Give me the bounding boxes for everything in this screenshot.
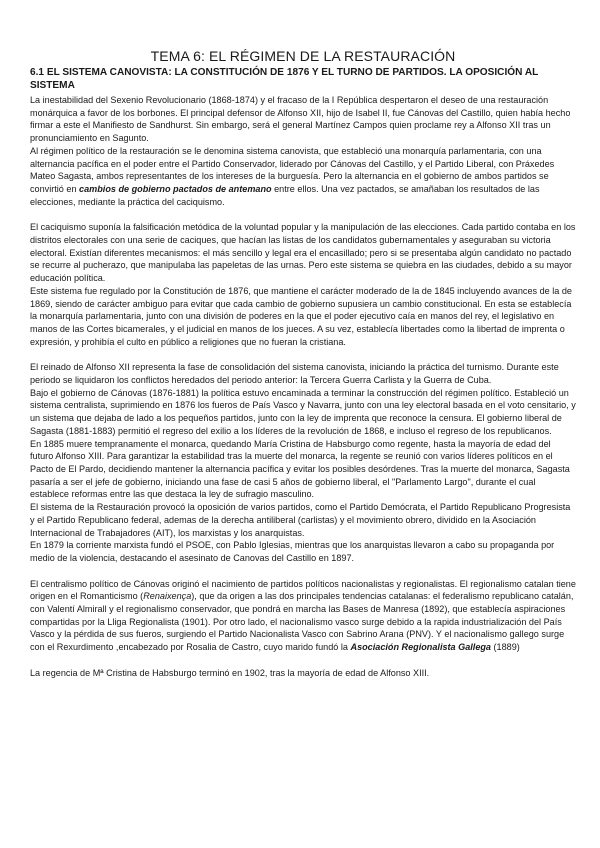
paragraph-regencia: En 1885 muere tempranamente el monarca, quedando María Cristina de Habsburgo como regente, hasta la mayoría de edad del futuro Alfonso XIII. Para garantizar la estabilidad tras la muerte del monarca, la regente se reunió con varios líderes políticos en el Pacto de El Pardo, decidiendo mantener la alternancia pacífica y evitar los posibles desórdenes. Tras la muerte del monarca, Sagasta pasaría a ser el jefe de gobierno, iniciando una fase de casi 5 años de gobierno liberal, el "Parlamento Largo", durante el cual establece reformas entre las que destaca la ley de sufragio masculino. [30, 438, 570, 500]
section-heading: 6.1 EL SISTEMA CANOVISTA: LA CONSTITUCIÓN DE 1876 Y EL TURNO DE PARTIDOS. LA OPOSICIÓN AL SISTEMA [30, 67, 539, 91]
paragraph-nacionalismos [30, 578, 576, 654]
paragraph-canovista [30, 145, 576, 209]
paragraph-canovas-gobierno: Bajo el gobierno de Cánovas (1876-1881) la política estuvo encaminada a terminar la construcción del régimen político. Estableció un sistema centralista, suprimiendo en 1876 los fueros de País Vasco y Navarra, junto con una ley electoral basada en el voto censitario, y un sistema que dejaba de lado a los pequeños partidos, junto con la ley de imprenta que reconoce la censura. El gobierno liberal de Sagasta (1881-1883) permitió el regreso del exilio a los líderes de la revolución de 1868, e incluso el regreso de los republicanos. [30, 387, 576, 436]
paragraph-text: (1889) [493, 642, 520, 653]
emphasis-text: cambios de gobierno pactados de antemano [79, 183, 272, 194]
page-title: TEMA 6: EL RÉGIMEN DE LA RESTAURACIÓN [150, 48, 456, 64]
paragraph-psoe: En 1879 la corriente marxista fundó el PSOE, con Pablo Iglesias, mientras que los anarquistas llevaron a cabo su propaganda por medio de la violencia, destacando el asesinato de Canovas del Castillo en 1897. [30, 540, 555, 563]
paragraph-fin-regencia: La regencia de Mª Cristina de Habsburgo terminó en 1902, tras la mayoría de edad de Alfonso XIII. [30, 667, 430, 678]
paragraph-caciquismo: El caciquismo suponía la falsificación metódica de la voluntad popular y la manipulación de las elecciones. Cada partido contaba en los distritos electorales con una serie de caciques, que hacían las listas de los candidatos gubernamentales y aseguraban su victoria electoral. Existían diferentes mecanismos: el más sencillo y legal era el encasillado; pero si se presentaba algún candidato no pactado se recurre al pucherazo, que manipulaba las papeletas de las urnas. Pero este sistema se quiebra en las ciudades, debido a su mayor educación política. [30, 222, 576, 284]
paragraph-alfonso-xii: El reinado de Alfonso XII representa la fase de consolidación del sistema canovista, iniciando la práctica del turnismo. Durante este periodo se liquidaron los conflictos heredados del periodo anterior: la Tercera Guerra Carlista y la Guerra de Cuba. [30, 362, 559, 386]
paragraph-text: entre ellos. Una vez pactados, se amañaban los resultados de las elecciones, mediante la práctica del caciquismo. [30, 183, 540, 207]
paragraph-constitucion: Este sistema fue regulado por la Constitución de 1876, que mantiene el carácter moderado de la de 1845 incluyendo avances de la de 1869, siendo de carácter ambiguo para evitar que cada cambio de gobierno supusiera un cambio constitucional. En esta se establecía la monarquía parlamentaria, junto con una división de poderes en la que el poder ejecutivo caía en manos del rey, el legislativo en manos de las Cortes bicamerales, y el judicial en manos de los jueces. A su vez, establecía libertades como la libertad de imprenta o expresión, y prohibía el culto en público a religiones que no fueran la cristiana. [30, 285, 572, 347]
paragraph-intro: La inestabilidad del Sexenio Revolucionario (1868-1874) y el fracaso de la I República despertaron el deseo de una restauración monárquica a favor de los borbones. El principal defensor de Alfonso XII, hijo de Isabel II, fue Cánovas del Castillo, quien había hecho firmar a este el Manifiesto de Sandhurst. Sin embargo, será el general Martínez Campos quien proclame rey a Alfonso XII tras un pronunciamiento en Sagunto. [30, 95, 571, 144]
emphasis-text: Asociación Regionalista Gallega [350, 642, 491, 653]
paragraph-text: Al régimen político de la restauración se le denomina sistema canovista, que estableció una monarquía parlamentaria, con una alternancia pacífica en el poder entre el Partido Conservador, liderado por Cánovas del Castillo, y el Partido Liberal, con Práxedes Mateo Sagasta, ambos representantes de los intereses de la burguesía. Pero la alternancia en el gobierno de ambos partidos se convirtió en [30, 145, 555, 194]
emphasis-text: Renaixença [143, 591, 192, 602]
paragraph-text: ), que da origen a las dos principales tendencias catalanas: el federalismo republicano catalán, con Valentí Almirall y el regionalismo conservador, que pondrá en marcha las Bases de Manresa (1892), que establecía aspiraciones compartidas por la Lliga Regionalista (1901). Por otro lado, el nacionalismo vasco surge debido a la rapida industrialización del País Vasco y la pérdida de sus fueros, surgiendo el Partido Nacionalista Vasco con Sabrino Arana (PNV). Y el nacionalismo gallego surge con el Rexurdimento ,encabezado por Rosalia de Castro, cuyo marido fundó la [30, 591, 574, 653]
paragraph-oposicion: El sistema de la Restauración provocó la oposición de varios partidos, como el Partido Demócrata, el Partido Republicano Progresista y el Partido Republicano federal, ademas de la derecha antiliberal (carlistas) y el movimiento obrero, dividido en la Asociación Internacional de Trabajadores (AIT), los marxistas y los anarquistas. [30, 502, 571, 538]
paragraph-text: El centralismo político de Cánovas originó el nacimiento de partidos políticos nacionalistas y regionalistas. El regionalismo catalan tiene origen en el Romanticismo ( [30, 578, 576, 602]
